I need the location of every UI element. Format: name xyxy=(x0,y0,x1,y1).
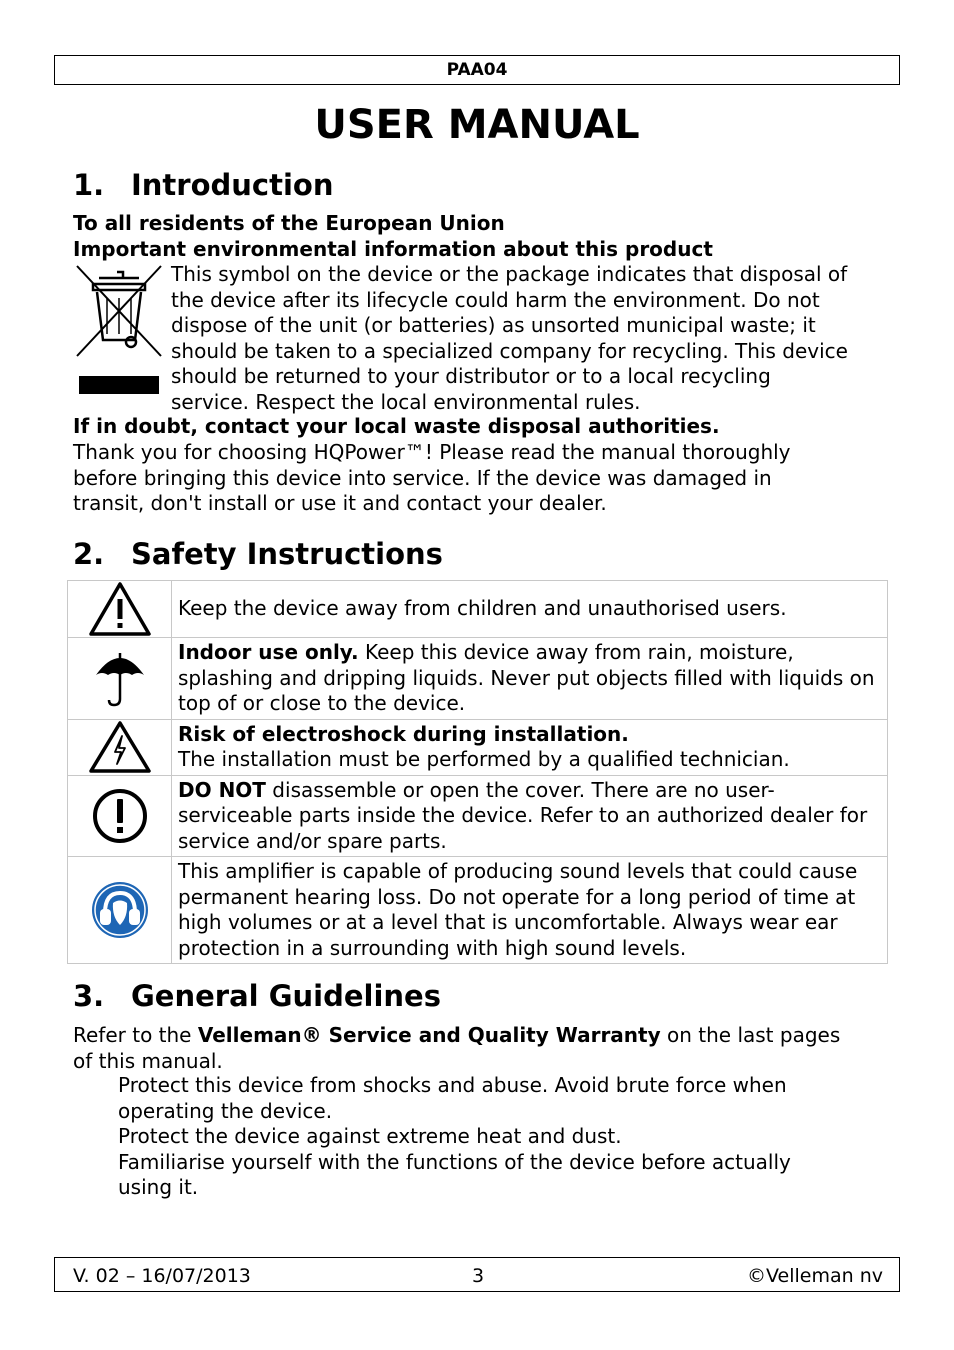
weee-line: should be taken to a specialized company for recycling. This device xyxy=(171,338,848,363)
safety-icon-cell xyxy=(68,857,172,964)
safety-body-text: This amplifier is capable of producing sound levels that could cause permanent hearing loss. Do not operate for a long period of time at high volumes or at a level that is uncomfortable. Always wear ear protection in a surrounding with high sound levels. xyxy=(178,859,858,960)
thanks-text xyxy=(73,440,893,517)
warranty-reference xyxy=(73,1023,893,1074)
warning-triangle-icon xyxy=(88,581,152,637)
weee-text xyxy=(171,262,891,415)
doubt-notice: If in doubt, contact your local waste disposal authorities. xyxy=(73,414,720,438)
safety-row xyxy=(68,857,888,964)
page-footer xyxy=(54,1257,900,1292)
safety-icon-cell xyxy=(68,581,172,638)
safety-text xyxy=(172,581,888,638)
list-item-line: Protect the device against extreme heat and dust. xyxy=(118,1124,622,1148)
section-1-number: 1. xyxy=(73,168,105,202)
section-1-heading xyxy=(73,167,334,203)
warranty-text: Refer to the xyxy=(73,1023,198,1047)
thanks-line: transit, don't install or use it and contact your dealer. xyxy=(73,491,607,515)
weee-line: service. Respect the local environmental rules. xyxy=(171,389,641,414)
environmental-info-subheading: Important environmental information about this product xyxy=(73,237,713,261)
section-2-heading xyxy=(73,536,443,572)
section-3-number: 3. xyxy=(73,979,105,1013)
list-item xyxy=(118,1073,878,1124)
guidelines-list xyxy=(118,1073,878,1201)
safety-bold-text: Risk of electroshock during installation. xyxy=(178,721,629,746)
safety-icon-cell xyxy=(68,775,172,857)
list-item-line: operating the device. xyxy=(118,1098,333,1123)
list-item-line: Familiarise yourself with the functions of the device before actually xyxy=(118,1149,791,1174)
warranty-link-text: Velleman® Service and Quality Warranty xyxy=(197,1023,661,1047)
weee-line: This symbol on the device or the package indicates that disposal of xyxy=(171,262,848,286)
safety-text xyxy=(172,638,888,720)
section-1-title: Introduction xyxy=(131,168,334,202)
safety-icon-cell xyxy=(68,638,172,720)
safety-row xyxy=(68,775,888,857)
exclamation-circle-icon xyxy=(91,787,149,845)
safety-row xyxy=(68,638,888,720)
section-2-title: Safety Instructions xyxy=(131,537,443,571)
weee-line: dispose of the unit (or batteries) as unsorted municipal waste; it xyxy=(171,313,816,337)
weee-line: should be returned to your distributor or to a local recycling xyxy=(171,364,771,388)
page-title: USER MANUAL xyxy=(314,102,640,148)
electroshock-triangle-icon xyxy=(88,720,152,774)
weee-line: the device after its lifecycle could harm the environment. Do not xyxy=(171,287,820,312)
thanks-line: Thank you for choosing HQPower™! Please read the manual thoroughly xyxy=(73,440,791,464)
safety-text xyxy=(172,719,888,775)
safety-body-text: Keep this device away from rain, moisture, splashing and dripping liquids. Never put objects filled with liquids on top of or close to the device. xyxy=(178,640,875,715)
safety-table xyxy=(67,580,888,964)
safety-row xyxy=(68,719,888,775)
warranty-text: of this manual. xyxy=(73,1048,223,1073)
footer-page-number: 3 xyxy=(471,1265,485,1287)
section-3-title: General Guidelines xyxy=(131,979,441,1013)
header-model: PAA04 xyxy=(54,55,900,85)
safety-bold-text: DO NOT xyxy=(178,777,266,802)
ear-protection-icon xyxy=(91,881,149,939)
weee-bin-icon xyxy=(73,264,165,398)
safety-body-text: Keep the device away from children and unauthorised users. xyxy=(178,596,787,621)
safety-body-text: The installation must be performed by a qualified technician. xyxy=(178,747,790,771)
list-item-line: using it. xyxy=(118,1175,199,1199)
eu-residents-subheading: To all residents of the European Union xyxy=(73,211,505,235)
footer-copyright: ©Velleman nv xyxy=(747,1265,883,1287)
thanks-line: before bringing this device into service. If the device was damaged in xyxy=(73,465,772,490)
safety-text xyxy=(172,775,888,857)
umbrella-icon xyxy=(92,647,148,709)
safety-row xyxy=(68,581,888,638)
safety-icon-cell xyxy=(68,719,172,775)
section-2-number: 2. xyxy=(73,537,105,571)
section-3-heading xyxy=(73,978,441,1014)
footer-version: V. 02 – 16/07/2013 xyxy=(73,1265,251,1287)
list-item-line: Protect this device from shocks and abuse. Avoid brute force when xyxy=(118,1073,787,1097)
list-item xyxy=(118,1150,878,1201)
safety-body-text: disassemble or open the cover. There are no user-serviceable parts inside the device. Refer to an authorized dealer for service and/or spare parts. xyxy=(178,777,868,853)
warranty-text: on the last pages xyxy=(660,1023,841,1047)
safety-bold-text: Indoor use only. xyxy=(178,640,359,664)
list-item xyxy=(118,1124,878,1150)
safety-text xyxy=(172,857,888,964)
